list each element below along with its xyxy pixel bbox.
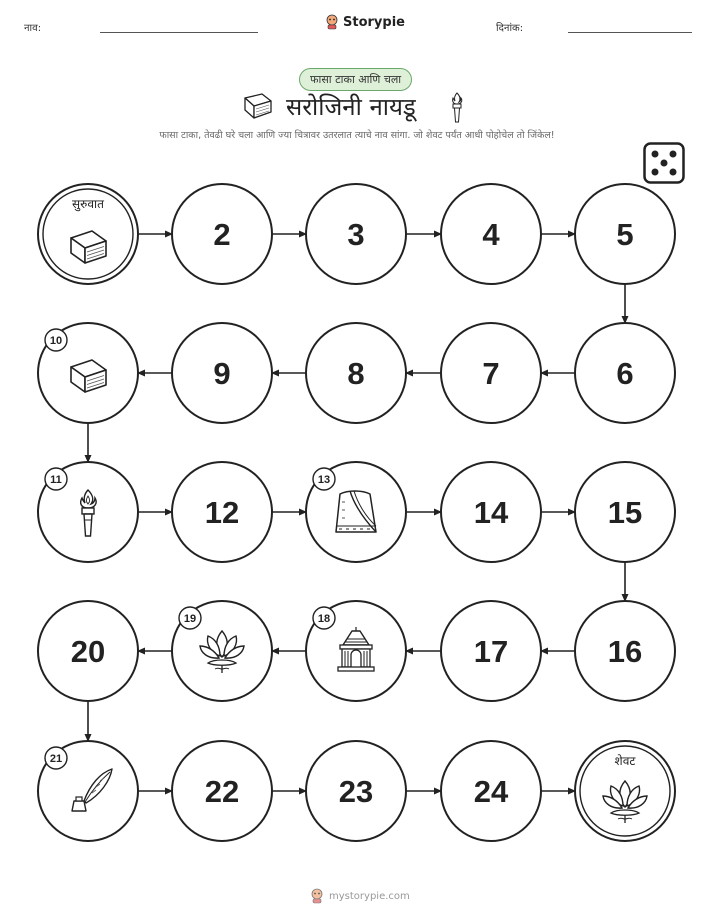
cell-number: 6	[616, 356, 634, 391]
cell-number: 9	[213, 356, 231, 391]
cell-number: 5	[616, 217, 634, 252]
board-cell-20[interactable]	[38, 601, 138, 701]
board-cell-14[interactable]	[441, 462, 541, 562]
cell-number: 15	[607, 495, 643, 530]
cell-number-small: 19	[183, 613, 197, 625]
board-cell-18[interactable]	[306, 601, 406, 701]
cell-number: 4	[482, 217, 500, 252]
cell-number: 23	[338, 774, 374, 809]
cell-number-small: 11	[50, 474, 62, 486]
board-cell-4[interactable]	[441, 184, 541, 284]
cell-number: 12	[204, 495, 240, 530]
cell-number: 8	[347, 356, 365, 391]
board-cell-11[interactable]	[38, 462, 138, 562]
board-cell-9[interactable]	[172, 323, 272, 423]
footer-mascot-icon	[310, 888, 324, 904]
board-cell-5[interactable]	[575, 184, 675, 284]
board-cell-15[interactable]	[575, 462, 675, 562]
cell-number: 24	[473, 774, 509, 809]
saree-icon	[336, 491, 376, 532]
cell-number: 7	[482, 356, 500, 391]
board-cells	[38, 184, 675, 841]
cell-number-small: 18	[317, 613, 331, 625]
cell-number: 22	[204, 774, 240, 809]
name-label: नाव:	[24, 23, 42, 34]
cell-number-small: 21	[49, 753, 63, 765]
board-cell-start[interactable]	[38, 184, 138, 284]
cell-number: 16	[607, 634, 643, 669]
board-cell-8[interactable]	[306, 323, 406, 423]
board-cell-13[interactable]	[306, 462, 406, 562]
board-cell-end[interactable]	[575, 741, 675, 841]
board-cell-10[interactable]	[38, 323, 138, 423]
board-cell-23[interactable]	[306, 741, 406, 841]
cell-number: 14	[473, 495, 509, 530]
board-cell-19[interactable]	[172, 601, 272, 701]
page-title: सरोजिनी नायडू	[286, 93, 416, 121]
board-cell-2[interactable]	[172, 184, 272, 284]
activity-pill: फासा टाका आणि चला	[299, 68, 412, 91]
board-cell-17[interactable]	[441, 601, 541, 701]
board-cell-21[interactable]	[38, 741, 138, 841]
cell-number-small: 13	[317, 474, 331, 486]
cell-number-small: 10	[49, 335, 63, 347]
start-label: सुरुवात	[72, 197, 104, 211]
cell-number: 20	[70, 634, 106, 669]
board-cell-3[interactable]	[306, 184, 406, 284]
board-cell-24[interactable]	[441, 741, 541, 841]
board-cell-7[interactable]	[441, 323, 541, 423]
cell-number: 3	[347, 217, 365, 252]
board-cell-12[interactable]	[172, 462, 272, 562]
date-label: दिनांक:	[496, 23, 524, 34]
board-cell-16[interactable]	[575, 601, 675, 701]
brand-name: Storypie	[343, 14, 405, 30]
end-label: शेवट	[614, 754, 636, 768]
board-cell-6[interactable]	[575, 323, 675, 423]
board-cell-22[interactable]	[172, 741, 272, 841]
footer	[310, 888, 410, 904]
instructions: फासा टाका, तेवढी घरे चला आणि ज्या चित्रावर उतरलात त्याचे नाव सांगा. जो शेवट पर्यंत आधी पोहोचेल तो जिंकेल!	[159, 130, 555, 141]
cell-number: 2	[213, 217, 231, 252]
cell-number: 17	[473, 634, 509, 669]
footer-url[interactable]: mystorypie.com	[329, 890, 410, 902]
